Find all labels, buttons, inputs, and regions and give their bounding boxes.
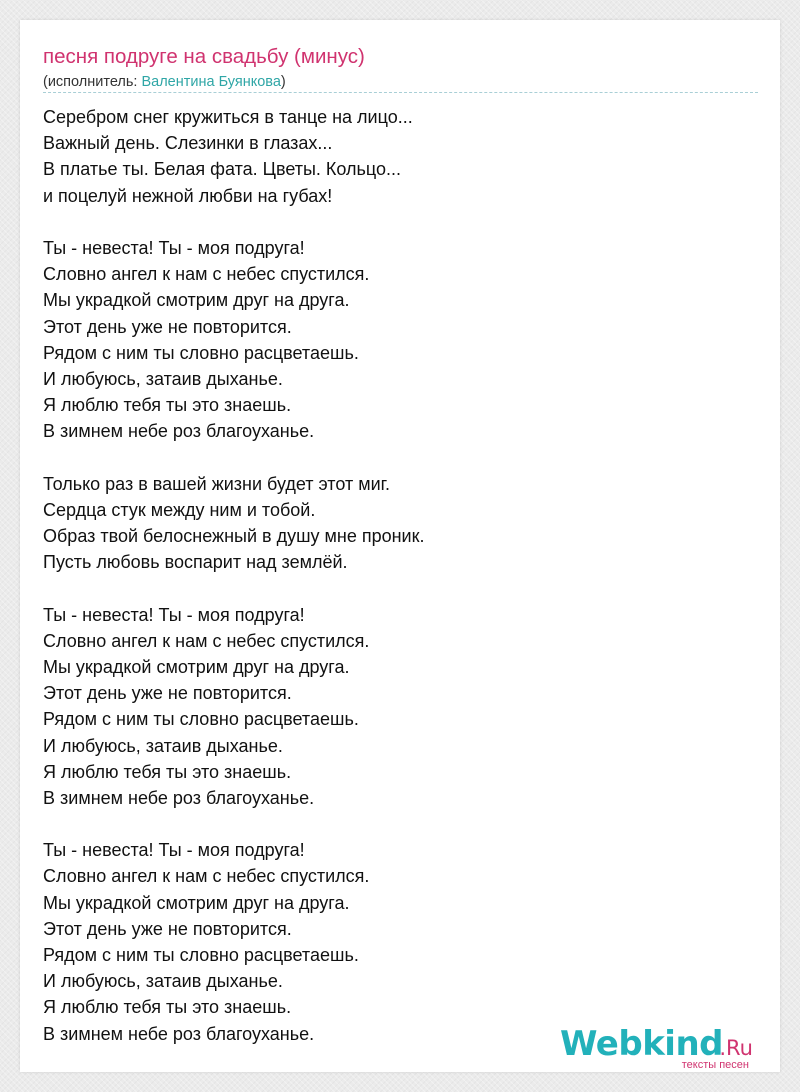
lyric-line: Мы украдкой смотрим друг на друга.: [43, 656, 350, 677]
lyric-line: Я люблю тебя ты это знаешь.: [43, 395, 292, 416]
lyrics-text: [43, 104, 743, 1073]
lyric-line: И любуюсь, затаив дыханье.: [43, 971, 283, 992]
lyric-line: Только раз в вашей жизни будет этот миг.: [43, 473, 391, 494]
lyric-line: Я люблю тебя ты это знаешь.: [43, 761, 292, 782]
lyric-stanza: [43, 235, 743, 445]
lyric-line: Рядом с ним ты словно расцветаешь.: [43, 945, 359, 965]
artist-prefix: (исполнитель:: [43, 74, 142, 90]
lyric-line: Ты - невеста! Ты - моя подруга!: [43, 237, 305, 258]
logo-tagline: тексты песен: [681, 1059, 749, 1071]
artist-suffix: ): [280, 74, 286, 90]
lyric-line: Словно ангел к нам с небес спустился.: [43, 630, 370, 651]
lyric-line: В платье ты. Белая фата. Цветы. Кольцо...: [43, 159, 402, 180]
lyric-stanza: [43, 602, 743, 812]
lyric-line: В зимнем небе роз благоуханье.: [43, 421, 315, 442]
lyric-line: В зимнем небе роз благоуханье.: [43, 787, 315, 808]
lyric-stanza: [43, 104, 743, 209]
lyric-line: Образ твой белоснежный в душу мне проник.: [43, 526, 425, 546]
logo-tld: .Ru: [719, 1036, 753, 1060]
lyric-line: Рядом с ним ты словно расцветаешь.: [43, 342, 359, 363]
lyric-line: Сердца стук между ним и тобой.: [43, 499, 316, 520]
artist-line: [43, 73, 286, 91]
lyric-line: Этот день уже не повторится.: [43, 316, 292, 337]
lyric-line: Ты - невеста! Ты - моя подруга!: [43, 604, 305, 625]
lyric-line: И любуюсь, затаив дыханье.: [43, 735, 283, 756]
lyric-line: Ты - невеста! Ты - моя подруга!: [43, 840, 305, 861]
lyric-line: Пусть любовь воспарит над землёй.: [43, 552, 348, 573]
webkind-logo[interactable]: [553, 1024, 753, 1071]
artist-link[interactable]: Валентина Буянкова: [141, 74, 281, 90]
lyric-line: Рядом с ним ты словно расцветаешь.: [43, 709, 359, 730]
lyric-line: и поцелуй нежной любви на губах!: [43, 185, 333, 206]
lyric-line: Важный день. Слезинки в глазах...: [43, 133, 333, 154]
lyrics-card: [20, 20, 780, 1072]
lyric-line: Этот день уже не повторится.: [43, 683, 292, 704]
song-title: песня подруге на свадьбу (минус): [43, 45, 365, 68]
lyric-line: И любуюсь, затаив дыханье.: [43, 368, 283, 389]
lyric-stanza: [43, 471, 743, 576]
title-divider: [43, 92, 758, 93]
lyric-stanza: [43, 837, 743, 1047]
logo-name: Webkind: [560, 1024, 723, 1064]
lyric-line: В зимнем небе роз благоуханье.: [43, 1023, 315, 1044]
lyric-line: Этот день уже не повторится.: [43, 918, 292, 939]
lyric-line: Мы украдкой смотрим друг на друга.: [43, 892, 350, 913]
lyric-line: Мы украдкой смотрим друг на друга.: [43, 290, 350, 311]
lyric-line: Серебром снег кружиться в танце на лицо...: [43, 107, 413, 127]
lyric-line: Я люблю тебя ты это знаешь.: [43, 997, 292, 1018]
lyric-line: Словно ангел к нам с небес спустился.: [43, 264, 370, 285]
lyric-line: Словно ангел к нам с небес спустился.: [43, 866, 370, 887]
